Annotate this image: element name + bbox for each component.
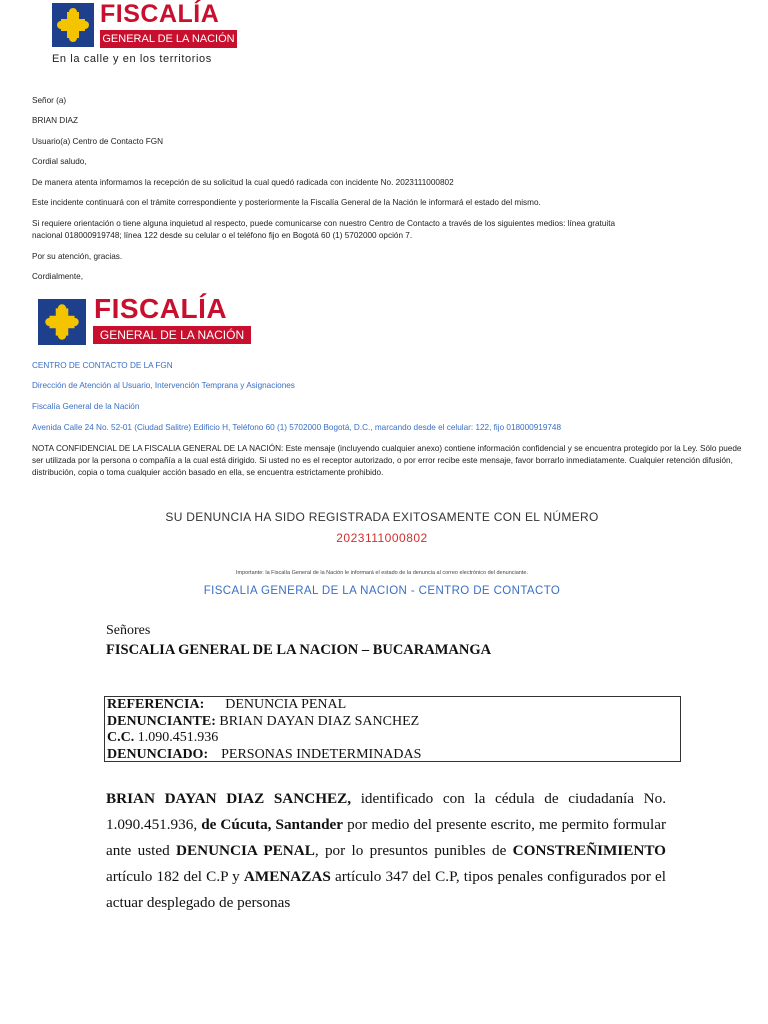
body-crime-2: AMENAZAS: [243, 868, 331, 885]
email-paragraph-1: De manera atenta informamos la recepción de su solicitud la cual quedó radicada con incidente No. 2023111000802: [32, 178, 454, 187]
registration-message: SU DENUNCIA HA SIDO REGISTRADA EXITOSAMENTE CON EL NÚMERO: [165, 510, 599, 524]
letter-addressee: FISCALIA GENERAL DE LA NACION – BUCARAMANGA: [106, 642, 492, 658]
fiscalia-logo-header: [50, 2, 240, 50]
header-tagline: En la calle y en los territorios: [52, 53, 212, 65]
denunciante-label: DENUNCIANTE:: [107, 713, 216, 729]
logo-emblem: [52, 3, 94, 47]
body-denuncia: DENUNCIA PENAL: [176, 842, 315, 859]
email-paragraph-2: Este incidente continuará con el trámite correspondiente y posteriormente la Fiscalía General de la Nación le informará el estado del mismo.: [32, 198, 541, 207]
body-text-1: identificado con la cédula de ciudadanía No. 1.090.451.936,: [106, 790, 666, 833]
denunciado-label: DENUNCIADO:: [107, 746, 209, 762]
cc-label: C.C.: [107, 730, 135, 745]
body-name: BRIAN DAYAN DIAZ SANCHEZ,: [106, 790, 352, 807]
email-recipient-role: Usuario(a) Centro de Contacto FGN: [32, 137, 164, 146]
cc-value: 1.090.451.936: [137, 730, 219, 745]
reference-row-cc: [107, 730, 680, 747]
body-crime-1: CONSTREÑIMIENTO: [512, 842, 666, 859]
logo-title: FISCALÍA: [100, 0, 220, 28]
body-text-5: artículo 347 del C.P, tipos penales configurados por el actuar desplegado de personas: [106, 868, 667, 911]
signature-line-4: Avenida Calle 24 No. 52-01 (Ciudad Salitre) Edificio H, Teléfono 60 (1) 5702000 Bogotá, D.C., marcando desde el celular: 122, fijo 018000919748: [32, 423, 562, 432]
registration-important-note: Importante: la Fiscalía General de la Nación le informará el estado de la denuncia al correo electrónico del denunciante.: [236, 570, 528, 576]
denunciado-value: PERSONAS INDETERMINADAS: [221, 746, 422, 762]
letter-body-paragraph: [106, 786, 666, 916]
email-paragraph-3-line-2: nacional 018000919748; línea 122 desde su celular o el teléfono fijo en Bogotá 60 (1) 5702000 opción 7.: [32, 231, 413, 240]
referencia-label: REFERENCIA:: [107, 697, 205, 712]
signature-logo-subtitle: GENERAL DE LA NACIÓN: [93, 326, 251, 344]
email-greeting: Cordial saludo,: [32, 157, 87, 166]
email-salutation: Señor (a): [32, 96, 67, 105]
referencia-value: DENUNCIA PENAL: [225, 697, 347, 712]
puzzle-piece-icon: [38, 299, 86, 345]
signature-logo-title: FISCALÍA: [94, 293, 228, 324]
fiscalia-logo-signature: [36, 294, 256, 348]
confidential-notice: NOTA CONFIDENCIAL DE LA FISCALIA GENERAL DE LA NACIÓN: Este mensaje (incluyendo cualquier anexo) contiene información confidencial y se encuentra protegido por la Ley. Sólo puede ser utilizada por la persona o compañía a la cual está dirigido. Si usted no es el receptor autorizado, o por error recibe este mensaje, favor borrarlo inmediatamente. Cualquier retención difusión, distribución, copia o toma cualquier acción basado en ella, se encuentra estrictamente prohibido.: [32, 444, 742, 477]
reference-row-denunciante: [107, 714, 680, 731]
body-text-4: artículo 182 del C.P y: [106, 868, 244, 885]
signature-line-2: Dirección de Atención al Usuario, Intervención Temprana y Asignaciones: [32, 381, 295, 390]
logo-subtitle: GENERAL DE LA NACIÓN: [100, 30, 237, 48]
signature-line-1: CENTRO DE CONTACTO DE LA FGN: [32, 361, 173, 370]
email-thanks: Por su atención, gracias.: [32, 252, 123, 261]
letter-addressee-label: Señores: [106, 623, 151, 638]
reference-row-referencia: [107, 697, 680, 714]
signature-line-3: Fiscalía General de la Nación: [32, 402, 140, 411]
body-text-2: por medio del presente escrito, me permito formular ante usted: [106, 816, 666, 859]
email-paragraph-3-line-1: Si requiere orientación o tiene alguna inquietud al respecto, puede comunicarse con nuestro Centro de Contacto a través de los siguientes medios: línea gratuita: [32, 219, 616, 228]
body-place: de Cúcuta, Santander: [201, 816, 344, 833]
signature-logo-emblem: [38, 299, 86, 345]
email-recipient-name: BRIAN DIAZ: [32, 116, 78, 125]
email-closing: Cordialmente,: [32, 272, 83, 281]
registration-number: 2023111000802: [336, 531, 428, 545]
reference-box: [104, 696, 681, 762]
body-text-3: , por lo presuntos punibles de: [314, 842, 513, 859]
registration-footer-title: FISCALIA GENERAL DE LA NACION - CENTRO DE CONTACTO: [203, 585, 561, 597]
denunciante-value: BRIAN DAYAN DIAZ SANCHEZ: [219, 713, 420, 729]
reference-row-denunciado: [107, 747, 680, 764]
puzzle-piece-icon: [52, 3, 94, 47]
